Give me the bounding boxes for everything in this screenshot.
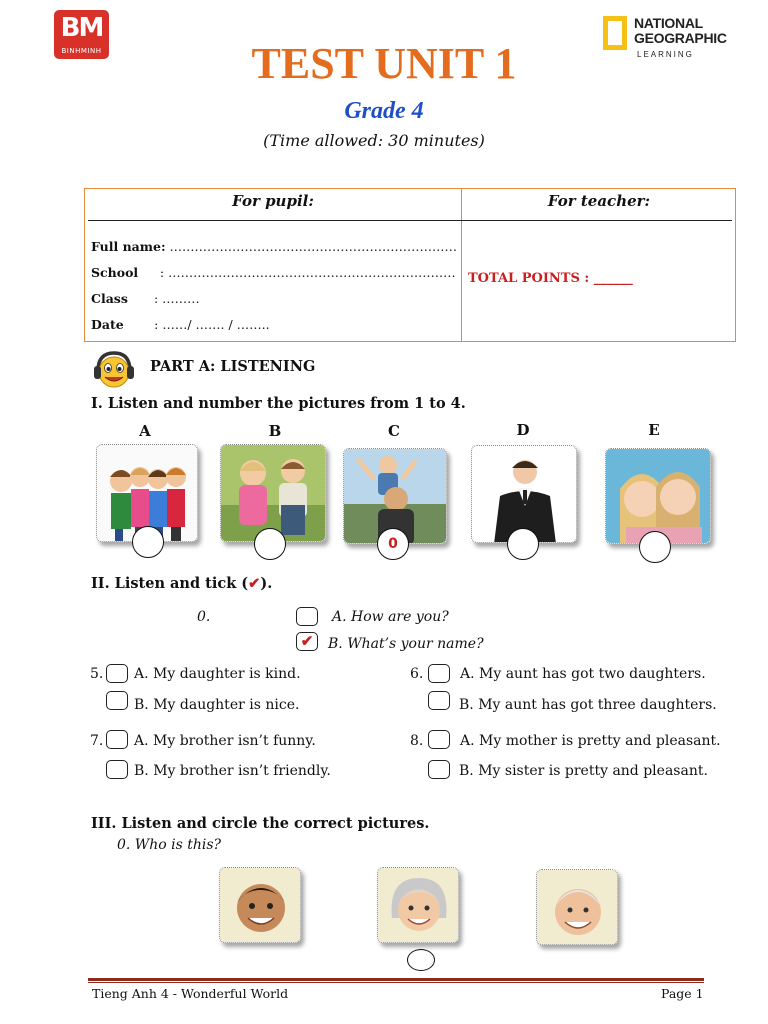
q8-checkbox-a[interactable]	[428, 730, 450, 749]
footer-divider	[88, 978, 704, 981]
q8-option-b: B. My sister is pretty and pleasant.	[459, 763, 708, 779]
school-field[interactable]: School : ……………………………………………………………	[91, 265, 456, 280]
ng-logo-line3: LEARNING	[637, 50, 694, 59]
footer-page-number: Page 1	[661, 986, 704, 1001]
part-a-title: PART A: LISTENING	[150, 358, 316, 375]
teacher-header: For teacher:	[547, 192, 651, 210]
class-field[interactable]: Class : ………	[91, 291, 200, 306]
section-1-instruction: I. Listen and number the pictures from 1 to 4.	[91, 395, 466, 412]
answer-circle-b[interactable]	[254, 528, 286, 560]
info-table	[84, 188, 736, 342]
answer-circle-e[interactable]	[639, 531, 671, 563]
q5-checkbox-b[interactable]	[106, 691, 128, 710]
grade-label: Grade 4	[344, 98, 424, 124]
section-3-example-question: 0. Who is this?	[117, 837, 222, 853]
picture-letter-b: B	[268, 422, 282, 440]
section-2-instruction: II. Listen and tick (✔).	[91, 575, 273, 592]
page-title: TEST UNIT 1	[251, 39, 517, 88]
time-allowed: (Time allowed: 30 minutes)	[263, 131, 485, 150]
example-option-a: A. How are you?	[332, 609, 449, 625]
example-option-b: B. What’s your name?	[328, 636, 484, 652]
answer-circle-d[interactable]	[507, 528, 539, 560]
q5-option-a: A. My daughter is kind.	[134, 666, 301, 682]
headphones-emoji-icon	[92, 349, 136, 391]
footer-book-title: Tieng Anh 4 - Wonderful World	[92, 986, 289, 1001]
q8-checkbox-b[interactable]	[428, 760, 450, 779]
picture-letter-e: E	[648, 421, 660, 439]
q7-checkbox-a[interactable]	[106, 730, 128, 749]
question-7-number: 7.	[90, 733, 104, 749]
q8-option-a: A. My mother is pretty and pleasant.	[460, 733, 721, 749]
answer-circle-c[interactable]: 0	[377, 528, 409, 560]
full-name-field[interactable]: Full name: ……………………………………………………………	[91, 239, 458, 254]
picture-letter-d: D	[516, 421, 530, 439]
question-6-number: 6.	[410, 666, 424, 682]
q5-checkbox-a[interactable]	[106, 664, 128, 683]
tick-icon: ✔	[248, 575, 261, 592]
q6-checkbox-b[interactable]	[428, 691, 450, 710]
publisher-logo-text: BM	[60, 13, 103, 43]
total-points: TOTAL POINTS : ______	[468, 271, 633, 286]
ng-logo-line2: GEOGRAPHIC	[634, 30, 727, 46]
picture-e-girls	[605, 448, 711, 544]
example-number: 0.	[197, 609, 211, 625]
section-3-instruction: III. Listen and circle the correct pictures.	[91, 815, 430, 832]
pupil-header: For pupil:	[232, 192, 314, 210]
picture-letter-a: A	[139, 422, 151, 440]
example-checkbox-a[interactable]	[296, 607, 318, 626]
footer-divider-thin	[88, 982, 704, 983]
q6-checkbox-a[interactable]	[428, 664, 450, 683]
picture-letter-c: C	[388, 422, 400, 440]
q6-option-b: B. My aunt has got three daughters.	[459, 697, 717, 713]
example-answer-oval[interactable]	[407, 949, 435, 971]
q7-checkbox-b[interactable]	[106, 760, 128, 779]
picture-grandfather[interactable]	[536, 869, 618, 945]
ng-logo-line1: NATIONAL	[634, 15, 703, 31]
question-5-number: 5.	[90, 666, 104, 682]
picture-boy[interactable]	[219, 867, 301, 943]
date-field[interactable]: Date : ……/ ……. / ……..	[91, 317, 270, 332]
picture-grandmother[interactable]	[377, 867, 459, 943]
q6-option-a: A. My aunt has got two daughters.	[460, 666, 706, 682]
answer-circle-a[interactable]	[132, 526, 164, 558]
q7-option-a: A. My brother isn’t funny.	[134, 733, 316, 749]
q7-option-b: B. My brother isn’t friendly.	[134, 763, 331, 779]
publisher-logo-subtext: BINHMINH	[61, 47, 102, 55]
question-8-number: 8.	[410, 733, 424, 749]
example-checkbox-b[interactable]: ✔	[296, 632, 318, 651]
q5-option-b: B. My daughter is nice.	[134, 697, 300, 713]
